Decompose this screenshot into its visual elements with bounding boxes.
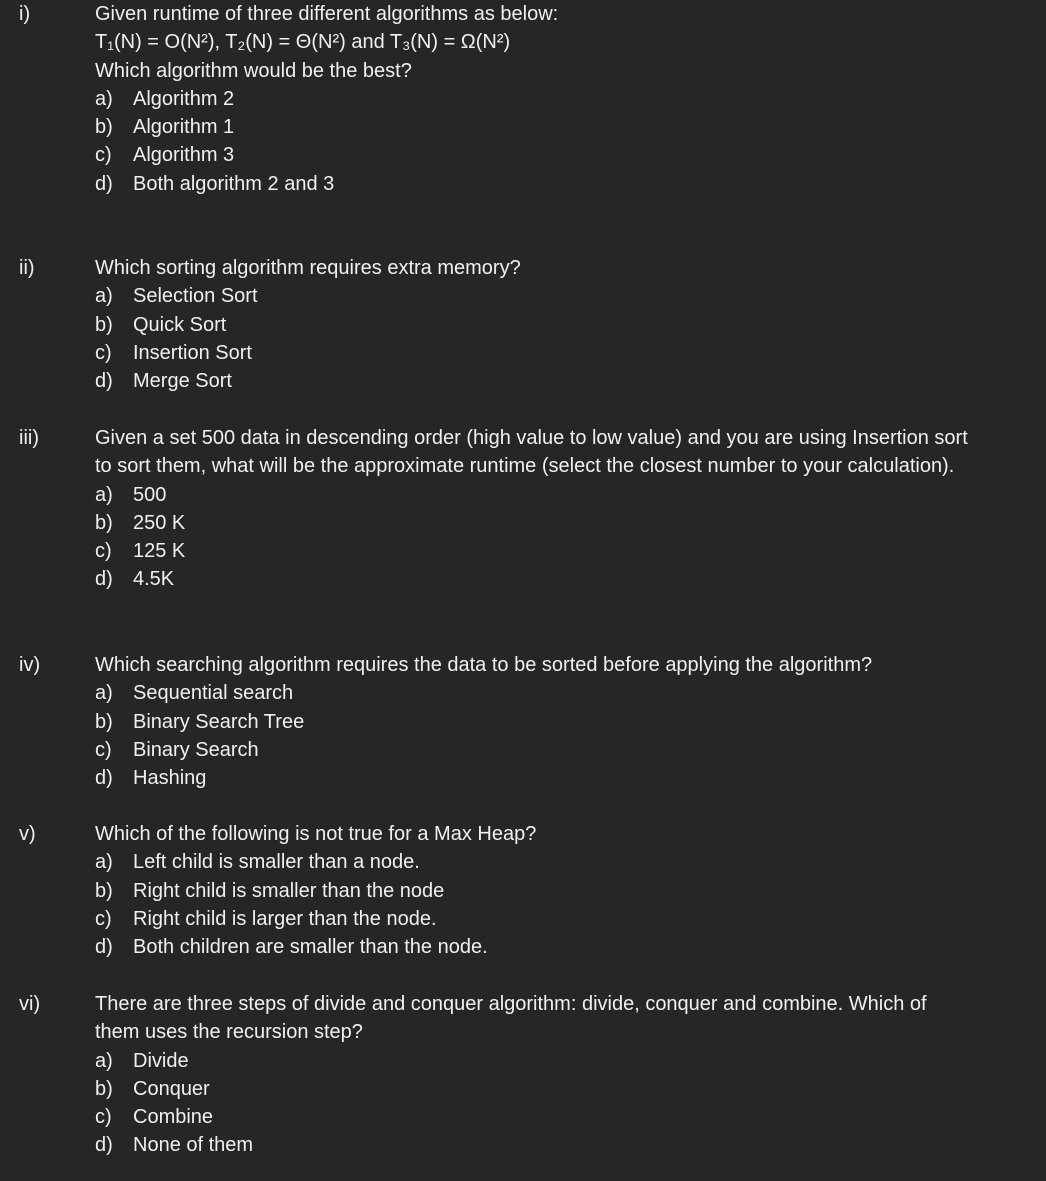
answer-option-c[interactable] (95, 537, 995, 565)
answer-option-a[interactable] (95, 85, 995, 113)
question-text: There are three steps of divide and conquer algorithm: divide, conquer and combine. Which of them uses the recursion step? (95, 993, 927, 1044)
answer-option-d[interactable] (95, 565, 995, 593)
option-letter: b) (95, 313, 113, 336)
question-number: v) (19, 823, 36, 845)
option-letter: c) (95, 341, 112, 364)
question-text: Which of the following is not true for a Max Heap? (95, 823, 537, 845)
answer-option-a[interactable] (95, 481, 995, 509)
answer-option-c[interactable] (95, 339, 995, 367)
answer-option-b[interactable] (95, 509, 995, 537)
option-text: 500 (133, 483, 167, 506)
option-text: Conquer (133, 1077, 210, 1100)
option-letter: b) (95, 879, 113, 902)
answer-option-c[interactable] (95, 141, 995, 169)
question-text: Given runtime of three different algorithms as below: (95, 3, 559, 25)
answer-option-d[interactable] (95, 170, 995, 198)
option-text: 250 K (133, 511, 186, 534)
question-body (95, 254, 995, 395)
option-letter: a) (95, 1049, 113, 1072)
question-text: Given a set 500 data in descending order (high value to low value) and you are using Insertion sort to sort them, what will be the approximate runtime (select the closest number to your calculation). (95, 427, 968, 478)
option-letter: c) (95, 540, 112, 563)
question-body (95, 820, 995, 961)
question-body (95, 424, 995, 594)
answer-option-b[interactable] (95, 708, 995, 736)
option-letter: d) (95, 568, 113, 591)
option-text: Selection Sort (133, 285, 258, 308)
option-letter: b) (95, 116, 113, 139)
answer-option-c[interactable] (95, 905, 995, 933)
option-text: Algorithm 3 (133, 144, 235, 167)
option-text: Sequential search (133, 682, 294, 705)
option-text: Insertion Sort (133, 341, 252, 364)
option-letter: b) (95, 511, 113, 534)
question-text: Which searching algorithm requires the data to be sorted before applying the algorithm? (95, 654, 873, 676)
option-letter: b) (95, 1077, 113, 1100)
option-text: None of them (133, 1134, 254, 1157)
option-text: 125 K (133, 540, 186, 563)
option-text: Both children are smaller than the node. (133, 936, 488, 959)
question-number: iii) (19, 427, 39, 449)
question-number: ii) (19, 257, 35, 279)
option-letter: c) (95, 1106, 112, 1129)
question-number: iv) (19, 654, 41, 676)
answer-option-a[interactable] (95, 679, 995, 707)
option-text: Right child is smaller than the node (133, 879, 445, 902)
option-letter: d) (95, 936, 113, 959)
question-body (95, 0, 995, 198)
answer-option-b[interactable] (95, 113, 995, 141)
option-letter: a) (95, 87, 113, 110)
option-letter: a) (95, 682, 113, 705)
question-text: Which sorting algorithm requires extra memory? (95, 257, 521, 279)
option-letter: d) (95, 370, 113, 393)
option-letter: c) (95, 738, 112, 761)
question-number: i) (19, 3, 31, 25)
option-text: Both algorithm 2 and 3 (133, 172, 335, 195)
option-letter: c) (95, 144, 112, 167)
option-letter: d) (95, 172, 113, 195)
option-text: Binary Search Tree (133, 710, 305, 733)
question-text: Which algorithm would be the best? (95, 59, 412, 82)
question-number: vi) (19, 993, 41, 1015)
question-text: T₁(N) = O(N²), T₂(N) = Θ(N²) and T₃(N) = Ω(N²) (95, 31, 511, 54)
answer-option-a[interactable] (95, 848, 995, 876)
option-letter: d) (95, 1134, 113, 1157)
answer-option-d[interactable] (95, 367, 995, 395)
option-text: Merge Sort (133, 370, 232, 393)
option-text: Divide (133, 1049, 189, 1072)
question-body (95, 651, 995, 792)
option-text: Algorithm 1 (133, 116, 235, 139)
option-text: Hashing (133, 767, 207, 790)
answer-option-d[interactable] (95, 1131, 995, 1159)
answer-option-a[interactable] (95, 282, 995, 310)
option-text: Left child is smaller than a node. (133, 851, 420, 874)
answer-option-b[interactable] (95, 877, 995, 905)
option-letter: a) (95, 483, 113, 506)
option-letter: d) (95, 767, 113, 790)
answer-option-b[interactable] (95, 311, 995, 339)
option-text: Combine (133, 1106, 214, 1129)
option-letter: a) (95, 851, 113, 874)
option-text: Algorithm 2 (133, 87, 235, 110)
option-text: Quick Sort (133, 313, 227, 336)
option-letter: b) (95, 710, 113, 733)
answer-option-c[interactable] (95, 736, 995, 764)
option-text: 4.5K (133, 568, 175, 591)
answer-option-b[interactable] (95, 1075, 995, 1103)
option-letter: a) (95, 285, 113, 308)
option-text: Right child is larger than the node. (133, 907, 437, 930)
question-body (95, 990, 995, 1160)
option-letter: c) (95, 907, 112, 930)
option-text: Binary Search (133, 738, 259, 761)
answer-option-c[interactable] (95, 1103, 995, 1131)
answer-option-d[interactable] (95, 764, 995, 792)
answer-option-a[interactable] (95, 1047, 995, 1075)
answer-option-d[interactable] (95, 933, 995, 961)
